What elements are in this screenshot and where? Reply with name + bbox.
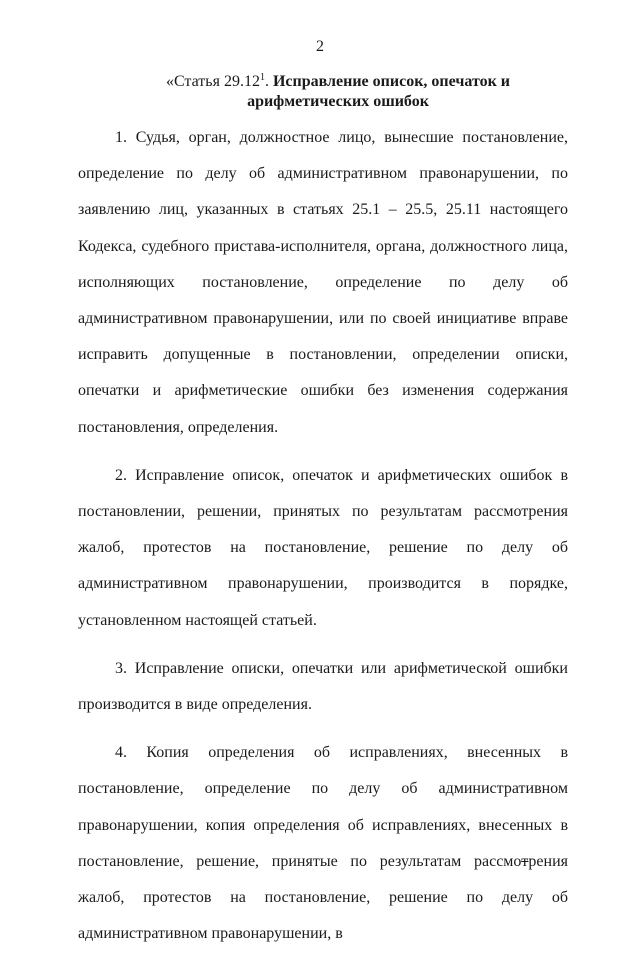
- article-title: Исправление описок, опечаток и арифметических ошибок: [247, 73, 511, 110]
- article-heading: [108, 72, 568, 112]
- corrected-word-start: рассмо: [474, 852, 522, 870]
- article-superscript: 1: [259, 72, 265, 83]
- article-body: [78, 120, 568, 964]
- paragraph-1: 1. Судья, орган, должностное лицо, вынесшие постановление, определение по делу об административном правонарушении, по заявлению лиц, указанных в статьях 25.1 – 25.5, 25.11 настоящего Кодекса, судебного пристава-исполнителя, органа, должностного лица, исполняющих постановление, определение по делу об административном правонарушении, или по своей инициативе вправе исправить допущенные в постановлении, определении описки, опечатки и арифметические ошибки без изменения содержания постановления, определения.: [78, 129, 568, 436]
- article-separator: .: [264, 73, 269, 90]
- paragraph-4-text-start: 4. Копия определения об исправлениях, внесенных в постановление, определение по делу об административном правонарушении, копия определения об исправлениях, внесенных в постановление, решение, принятые по результатам: [78, 744, 568, 870]
- paragraph-2: 2. Исправление описок, опечаток и арифметических ошибок в постановлении, решении, принятых по результатам рассмотрения жалоб, протестов на постановление, решение по делу об административном правонарушении, производится в порядке, установленном настоящей статьей.: [78, 466, 568, 629]
- article-number: «Статья 29.12: [165, 73, 260, 90]
- page-number: 2: [316, 38, 324, 55]
- paragraph-4: [78, 735, 568, 952]
- paragraph-3: 3. Исправление описки, опечатки или арифметической ошибки производится в виде определения.: [78, 659, 568, 714]
- corrected-word-end: рения: [528, 852, 568, 870]
- paragraph-4-text-end: жалоб, протестов на постановление, решение по делу об административном правонарушении, в: [78, 889, 568, 943]
- struck-letter: т: [521, 852, 529, 870]
